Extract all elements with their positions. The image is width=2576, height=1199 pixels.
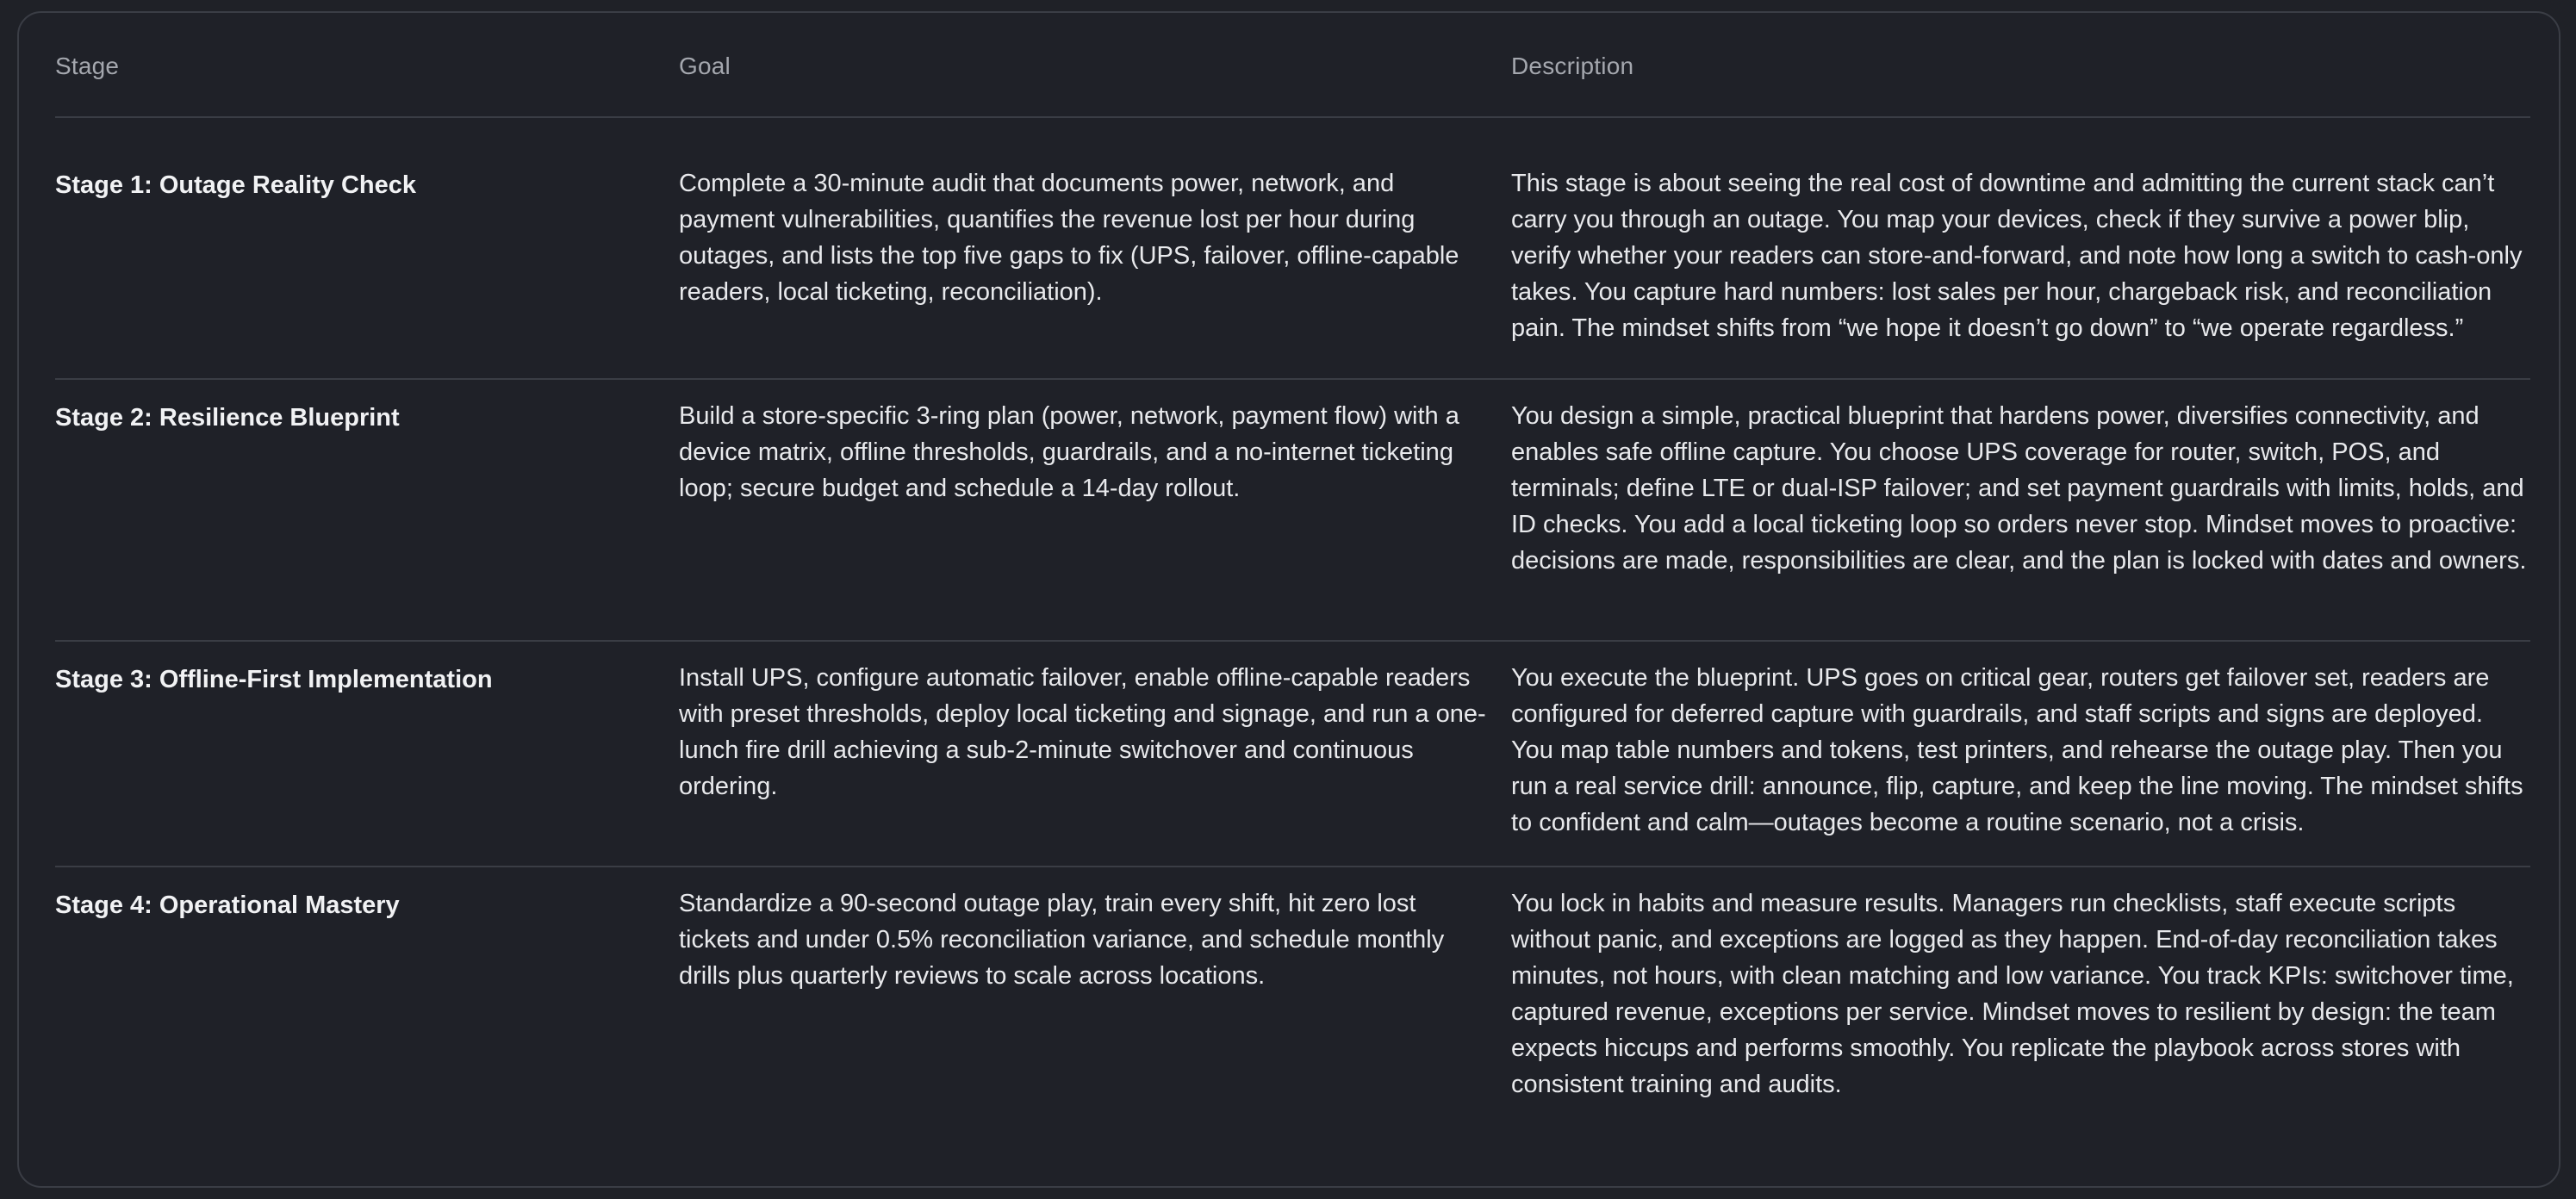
stages-table (55, 13, 2530, 1160)
table-row (55, 642, 2530, 867)
table-row (55, 380, 2530, 642)
goal-cell: Install UPS, configure automatic failover, enable offline-capable readers with preset thresholds, deploy local ticketing and signage, and run a one-lunch fire drill achieving a sub-2-minute switchover and continuous ordering. (679, 664, 1486, 800)
goal-cell: Complete a 30-minute audit that documents power, network, and payment vulnerabilities, quantifies the revenue lost per hour during outages, and lists the top five gaps to fix (UPS, failover, offline-capable readers, local ticketing, reconciliation). (679, 170, 1459, 306)
header-goal: Goal (679, 53, 731, 79)
goal-cell: Build a store-specific 3-ring plan (power, network, payment flow) with a device matrix, offline thresholds, guardrails, and a no-internet ticketing loop; secure budget and schedule a 14-day rollout. (679, 402, 1459, 502)
table-row (55, 118, 2530, 380)
stage-cell: Stage 3: Offline-First Implementation (55, 666, 493, 693)
description-cell: You lock in habits and measure results. Managers run checklists, staff execute scripts without panic, and exceptions are logged as they happen. End-of-day reconciliation takes minutes, not hours, with clean matching and low variance. You track KPIs: switchover time, captured revenue, exceptions per service. Mindset moves to resilient by design: the team expects hiccups and performs smoothly. You replicate the playbook across stores with consistent training and audits. (1511, 890, 2514, 1098)
stage-cell: Stage 4: Operational Mastery (55, 891, 400, 919)
header-stage: Stage (55, 53, 120, 79)
header-description: Description (1511, 53, 1634, 79)
table-row (55, 867, 2530, 1160)
description-cell: You design a simple, practical blueprint that hardens power, diversifies connectivity, and enables safe offline capture. You choose UPS coverage for router, switch, POS, and terminals; define LTE or dual-ISP failover; and set payment guardrails with limits, holds, and ID checks. You add a local ticketing loop so orders never stop. Mindset moves to proactive: decisions are made, responsibilities are clear, and the plan is locked with dates and owners. (1511, 402, 2527, 575)
description-cell: This stage is about seeing the real cost of downtime and admitting the current stack can’t carry you through an outage. You map your devices, check if they survive a power blip, verify whether your readers can store-and-forward, and note how long a switch to cash-only takes. You capture hard numbers: lost sales per hour, chargeback risk, and reconciliation pain. The mindset shifts from “we hope it doesn’t go down” to “we operate regardless.” (1511, 170, 2523, 342)
stage-cell: Stage 2: Resilience Blueprint (55, 404, 400, 432)
description-cell: You execute the blueprint. UPS goes on critical gear, routers get failover set, readers are configured for deferred capture with guardrails, and staff scripts and signs are deployed. You map table numbers and tokens, test printers, and rehearse the outage play. Then you run a real service drill: announce, flip, capture, and keep the line moving. The mindset shifts to confident and calm—outages become a routine scenario, not a crisis. (1511, 664, 2523, 836)
stage-cell: Stage 1: Outage Reality Check (55, 171, 417, 199)
goal-cell: Standardize a 90-second outage play, train every shift, hit zero lost tickets and under 0.5% reconciliation variance, and schedule monthly drills plus quarterly reviews to scale across locations. (679, 890, 1445, 990)
table-header (55, 13, 2530, 118)
stages-table-card (17, 11, 2560, 1188)
